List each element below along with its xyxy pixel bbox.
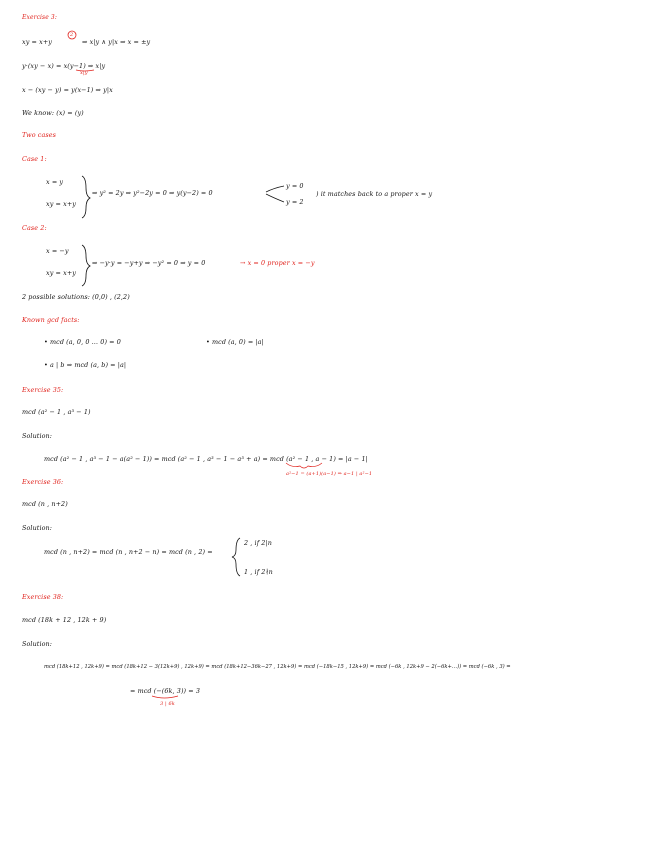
case-2-comment: → x = 0 proper x = −y [240,259,315,267]
case-2-chain: ⇒ −y·y = −y+y ⇒ −y² = 0 ⇒ y = 0 [92,259,206,267]
case-1-condition-bottom: xy = x+y [46,200,77,208]
underbrace-mark [286,463,322,468]
ex36-solution-label: Solution: [22,524,53,532]
branch-arrow-up [266,186,284,192]
case-1-chain: ⇒ y² = 2y ⇒ y²−2y = 0 ⇒ y(y−2) = 0 [92,189,213,197]
gcd-fact-3: • a | b ⇒ mcd (a, b) = |a| [44,361,127,369]
ex3-step-2: y·(xy − x) = x(y−1) ⇒ x|y [22,62,106,70]
case-1-label: Case 1: [22,155,47,163]
ex35-solution-label: Solution: [22,432,53,440]
ex38-solution-label: Solution: [22,640,53,648]
exercise-35-title: Exercise 35: [22,386,64,394]
gcd-fact-1: • mcd (a, 0, 0 … 0) = 0 [44,338,121,346]
case-2-brace [82,245,90,286]
ex3-step-3: x − (xy − y) = y(x−1) ⇒ y|x [22,86,113,94]
exercise-38-title: Exercise 38: [22,593,64,601]
ex35-problem: mcd (a² − 1 , a³ − 1) [22,408,91,416]
branch-arrow-down [266,194,284,202]
case-1-branch-top: y = 0 [286,182,304,190]
ex3-divisibility: ⇒ x|y ∧ y|x ⇒ x = ±y [82,38,151,46]
exercise-36-title: Exercise 36: [22,478,64,486]
case-1-comment: ) it matches back to a proper x = y [316,190,433,198]
gcd-facts-title: Known gcd facts: [22,316,80,324]
ex35-note: a²−1 = (a+1)(a−1) ⇒ a−1 | a²−1 [286,471,373,477]
ex38-underline [152,696,178,698]
ex3-equation: xy = x+y [22,38,53,46]
ex38-note: 3 | 6k [160,701,175,707]
two-cases-heading: Two cases [22,131,57,139]
ex35-solution: mcd (a² − 1 , a³ − 1 − a(a² − 1)) = mcd (a² − 1 , a³ − 1 − a³ + a) = mcd (a² − 1 , a − 1) = |a − 1| [44,455,368,463]
ex38-problem: mcd (18k + 12 , 12k + 9) [22,616,107,624]
ex38-final: = mcd (−(6k, 3)) = 3 [130,687,201,695]
ex36-solution: mcd (n , n+2) = mcd (n , n+2 − n) = mcd (n , 2) = [44,548,213,556]
ex38-solution: mcd (18k+12 , 12k+9) = mcd (18k+12 − 3(12k+9) , 12k+9) = mcd (18k+12−36k−27 , 12k+9) = mcd (−18k−15 , 12k+9) = mcd (−6k , 12k+9 − 2(−6k+…)) = mcd (−6k , 3) = [44,664,511,670]
case-1-branch-bottom: y = 2 [286,198,304,206]
ex36-problem: mcd (n , n+2) [22,500,68,508]
exercise-3-title: Exercise 3: [22,14,57,21]
case-2-condition-top: x = −y [46,247,69,255]
gcd-fact-2: • mcd (a, 0) = |a| [206,338,264,346]
case-1-condition-top: x = y [46,178,64,186]
ex3-step-2-note: x|y [80,70,88,76]
ex36-case-top: 2 , if 2|n [244,539,272,547]
ex36-brace [232,538,240,576]
case-2-condition-bottom: xy = x+y [46,269,77,277]
case-2-label: Case 2: [22,224,47,232]
circled-number: 2 [70,32,74,38]
ex3-step-4: We know: (x) = (y) [22,109,84,117]
ex36-case-bottom: 1 , if 2∤n [244,568,273,576]
ex3-solutions: 2 possible solutions: (0,0) , (2,2) [22,293,130,301]
case-1-brace [82,176,90,218]
